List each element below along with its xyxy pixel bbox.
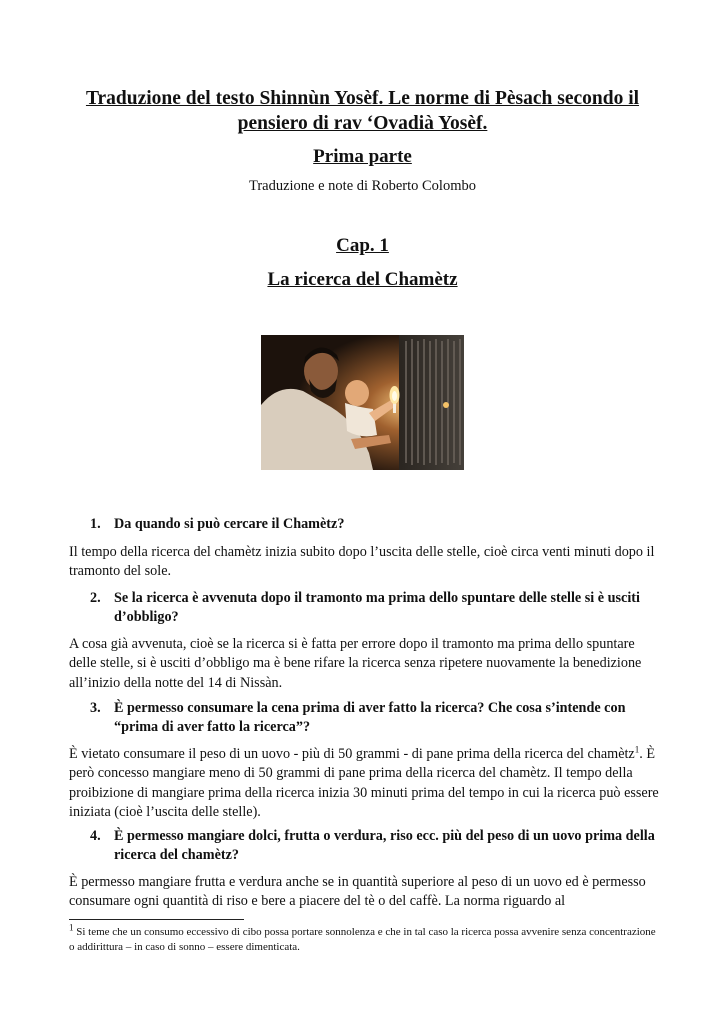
question-item	[90, 827, 660, 865]
question-item	[90, 699, 660, 737]
answer-paragraph: A cosa già avvenuta, cioè se la ricerca si è fatta per errore dopo il tramonto ma prima dello spuntare delle stelle, si è usciti d’obbligo ma è bene rifare la ricerca senza ripetere nuovamente la benedizione all’inizio della notte del 14 di Nissàn.	[69, 636, 642, 691]
answer-paragraph	[69, 745, 659, 822]
footnote-text: Si teme che un consumo eccessivo di cibo possa portare sonnolenza e che in tal caso la ricerca possa avvenire senza concentrazione o addirittura – in caso di sonno – essere dimenticata.	[69, 926, 656, 953]
question-text: Se la ricerca è avvenuta dopo il tramonto ma prima dello spuntare delle stelle si è usciti d’obbligo?	[114, 590, 640, 625]
document-title: Traduzione del testo Shinnùn Yosèf. Le norme di Pèsach secondo il pensiero di rav ‘Ovadià Yosèf.	[85, 88, 640, 134]
answer-paragraph: È permesso mangiare frutta e verdura anche se in quantità superiore al peso di un uovo ed è permesso consumare ogni quantità di riso e bere a piacere del tè o del caffè. La norma riguardo al	[69, 874, 646, 910]
answer-text: . È però concesso mangiare meno di 50 grammi di pane prima della ricerca del chamètz. Il tempo della proibizione di mangiare prima della ricerca inizia 30 minuti prima del tempo in cui la ricerca può essere iniziata (cioè l’uscita delle stelle).	[69, 746, 659, 820]
question-item	[90, 515, 660, 534]
footnote-divider	[69, 919, 244, 920]
question-text: È permesso consumare la cena prima di aver fatto la ricerca? Che cosa s’intende con “prima di aver fatto la ricerca”?	[114, 700, 626, 735]
question-number: 1.	[90, 516, 101, 532]
footnote-number: 1	[69, 922, 74, 933]
question-number: 3.	[90, 700, 101, 716]
chapter-title: La ricerca del Chamètz	[267, 269, 458, 290]
question-number: 4.	[90, 828, 101, 844]
answer-paragraph: Il tempo della ricerca del chamètz inizia subito dopo l’uscita delle stelle, cioè circa venti minuti dopo il tramonto del sole.	[69, 544, 655, 580]
footnote	[69, 922, 659, 955]
chapter-heading: Cap. 1	[336, 235, 389, 256]
question-text: Da quando si può cercare il Chamètz?	[114, 516, 345, 532]
question-item	[90, 589, 660, 627]
part-heading: Prima parte	[313, 146, 412, 167]
question-number: 2.	[90, 590, 101, 606]
answer-text: È vietato consumare il peso di un uovo - più di 50 grammi - di pane prima della ricerca del chamètz	[69, 746, 635, 762]
footnote-reference[interactable]: 1	[634, 744, 640, 755]
chametz-search-photo	[261, 335, 464, 470]
question-text: È permesso mangiare dolci, frutta o verdura, riso ecc. più del peso di un uovo prima della ricerca del chamètz?	[114, 828, 655, 863]
translator-credit: Traduzione e note di Roberto Colombo	[248, 178, 476, 194]
